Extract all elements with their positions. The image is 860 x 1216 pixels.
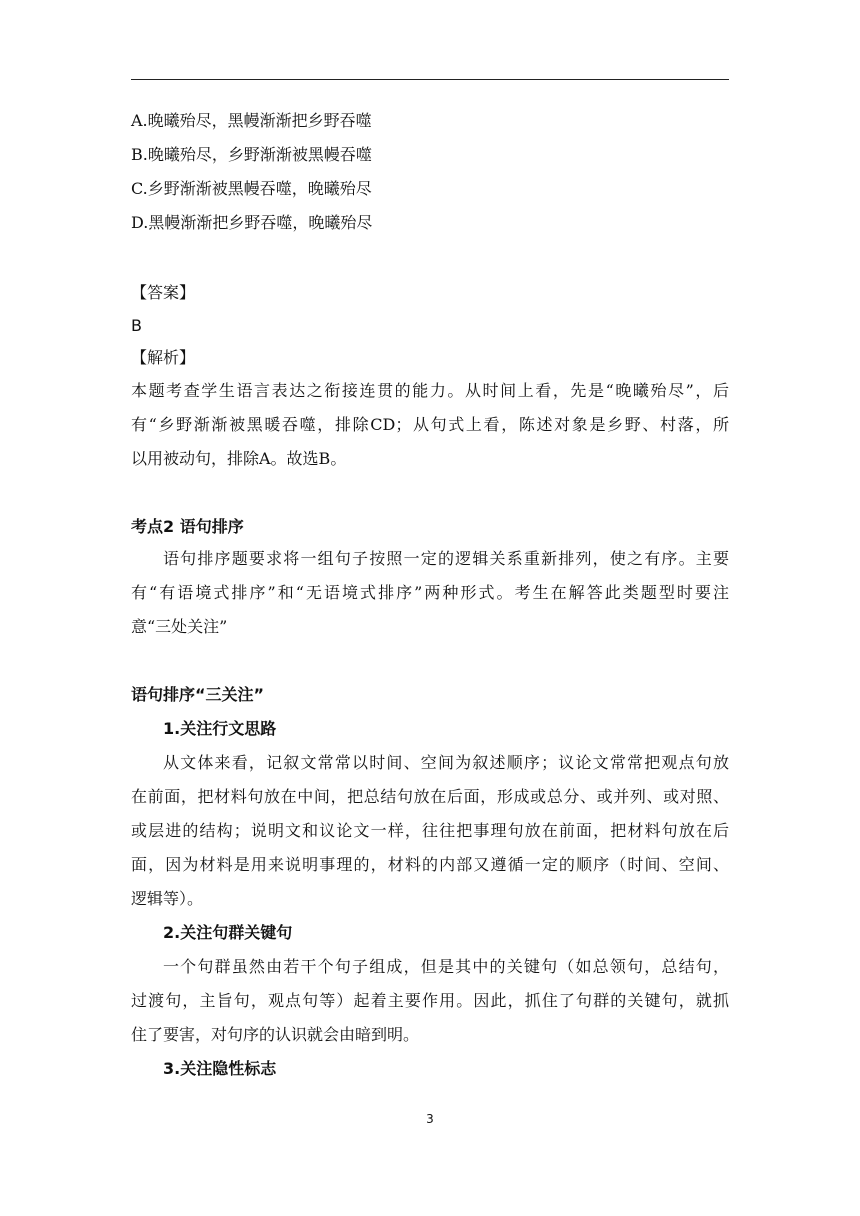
subsection-title: 语句排序“三关注” — [131, 685, 265, 704]
analysis-heading: 【解析】 — [131, 348, 196, 367]
section-title: 考点2 语句排序 — [131, 517, 244, 536]
point2-line: 一个句群虽然由若干个句子组成，但是其中的关键句（如总领句，总结句， — [163, 957, 729, 976]
point1-title: 1.关注行文思路 — [163, 719, 277, 738]
point1-line: 或层进的结构；说明文和议论文一样，往往把事理句放在前面，把材料句放在后 — [131, 821, 729, 840]
point1-line: 在前面，把材料句放在中间，把总结句放在后面，形成或总分、或并列、或对照、 — [131, 787, 729, 806]
section-intro-line: 意“三处关注” — [131, 617, 228, 636]
point1-line: 逻辑等）。 — [131, 889, 204, 908]
answer-value: B — [131, 316, 142, 335]
point1-line: 面，因为材料是用来说明事理的，材料的内部又遵循一定的顺序（时间、空间、 — [131, 855, 729, 874]
point3-title: 3.关注隐性标志 — [163, 1059, 277, 1078]
option-c: C.乡野渐渐被黑幔吞噬，晚曦殆尽 — [131, 179, 372, 198]
answer-heading: 【答案】 — [131, 283, 196, 302]
option-d: D.黑幔渐渐把乡野吞噬，晚曦殆尽 — [131, 213, 373, 232]
point2-title: 2.关注句群关键句 — [163, 923, 293, 942]
analysis-line: 本题考查学生语言表达之衔接连贯的能力。从时间上看，先是“晚曦殆尽”，后 — [131, 381, 729, 400]
page-number: 3 — [426, 1112, 434, 1126]
option-a: A.晚曦殆尽，黑幔渐渐把乡野吞噬 — [131, 111, 372, 130]
section-intro-line: 语句排序题要求将一组句子按照一定的逻辑关系重新排列，使之有序。主要 — [163, 549, 729, 568]
option-b: B.晚曦殆尽，乡野渐渐被黑幔吞噬 — [131, 145, 372, 164]
point1-line: 从文体来看，记叙文常常以时间、空间为叙述顺序；议论文常常把观点句放 — [163, 753, 729, 772]
analysis-line: 有“乡野渐渐被黑暖吞噬，排除CD；从句式上看，陈述对象是乡野、村落，所 — [131, 415, 729, 434]
header-rule — [131, 79, 729, 80]
section-intro-line: 有“有语境式排序”和“无语境式排序”两种形式。考生在解答此类题型时要注 — [131, 583, 729, 602]
point2-line: 住了要害，对句序的认识就会由暗到明。 — [131, 1025, 420, 1044]
point2-line: 过渡句，主旨句，观点句等）起着主要作用。因此，抓住了句群的关键句，就抓 — [131, 991, 729, 1010]
analysis-line: 以用被动句，排除A。故选B。 — [131, 449, 347, 468]
